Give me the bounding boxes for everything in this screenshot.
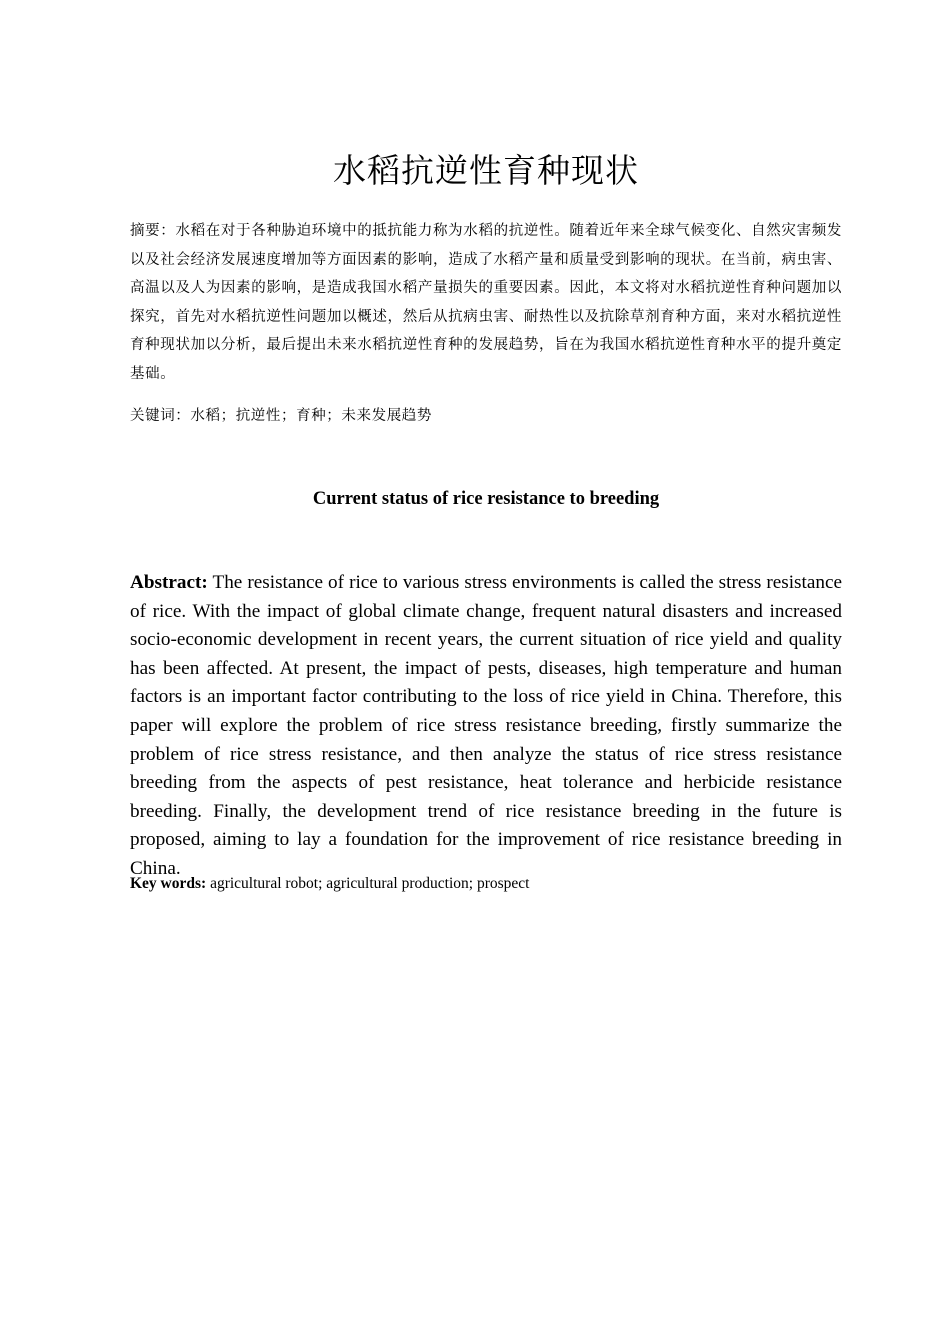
chinese-keywords-text: 水稻；抗逆性；育种；未来发展趋势 [190,408,433,424]
chinese-abstract [130,217,842,389]
english-abstract [130,569,842,884]
english-keywords [130,872,842,896]
chinese-abstract-text: 水稻在对于各种胁迫环境中的抵抗能力称为水稻的抗逆性。随着近年来全球气候变化、自然灾害频发以及社会经济发展速度增加等方面因素的影响，造成了水稻产量和质量受到影响的现状。在当前，病虫害、高温以及人为因素的影响，是造成我国水稻产量损失的重要因素。因此，本文将对水稻抗逆性育种问题加以探究，首先对水稻抗逆性问题加以概述，然后从抗病虫害、耐热性以及抗除草剂育种方面，来对水稻抗逆性育种现状加以分析，最后提出未来水稻抗逆性育种的发展趋势，旨在为我国水稻抗逆性育种水平的提升奠定基础。 [130,223,842,382]
english-abstract-label: Abstract: [130,572,208,593]
chinese-keywords [130,402,842,430]
chinese-title: 水稻抗逆性育种现状 [333,151,639,190]
english-abstract-text: The resistance of rice to various stress environments is called the stress resistance of rice. With the impact of global climate change, frequent natural disasters and increased socio-economic development in recent years, the current situation of rice yield and quality has been affected. At present, the impact of pests, diseases, high temperature and human factors is an important factor contributing to the loss of rice yield in China. Therefore, this paper will explore the problem of rice stress resistance breeding, firstly summarize the problem of rice stress resistance, and then analyze the status of rice stress resistance breeding from the aspects of pest resistance, heat tolerance and herbicide resistance breeding. Finally, the development trend of rice resistance breeding in the future is proposed, aiming to lay a foundation for the improvement of rice resistance breeding in China. [130,572,842,879]
english-keywords-text: agricultural robot; agricultural production; prospect [206,875,530,892]
chinese-keywords-label: 关键词： [130,408,191,424]
english-title: Current status of rice resistance to breeding [312,489,660,509]
chinese-abstract-label: 摘要： [130,223,176,239]
english-keywords-label: Key words: [130,875,207,892]
